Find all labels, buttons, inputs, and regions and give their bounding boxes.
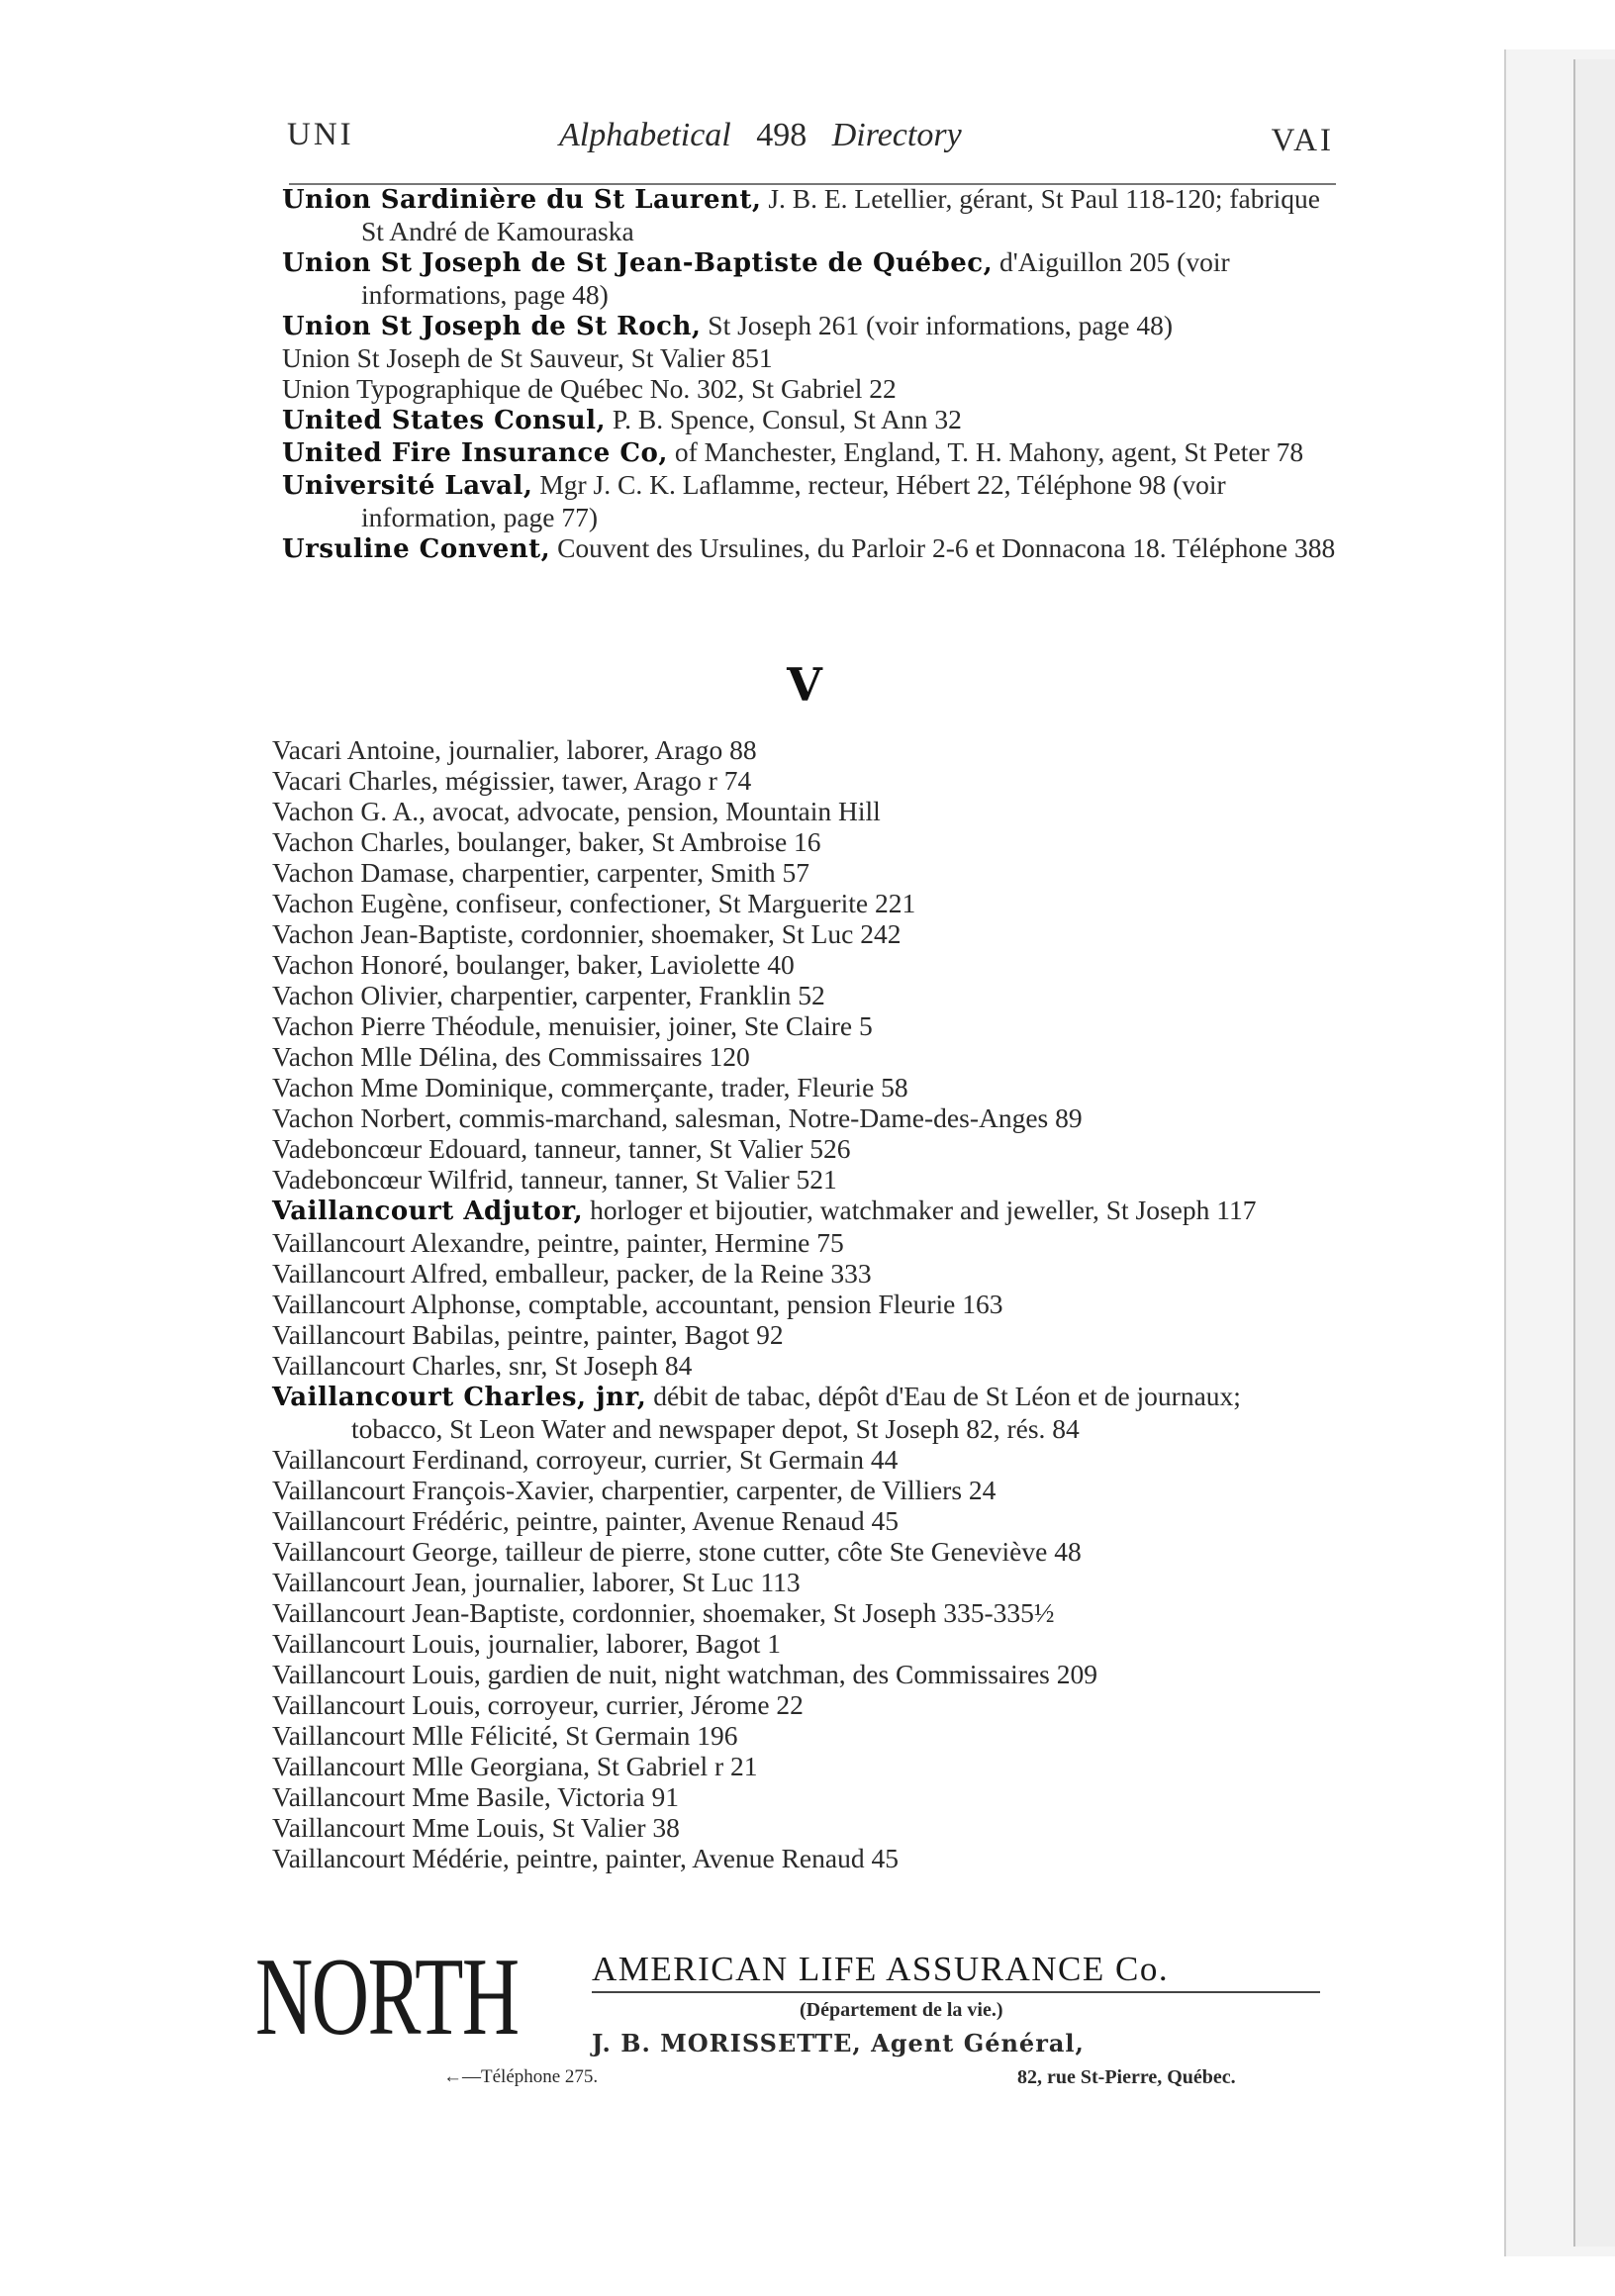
- directory-entry: [272, 1689, 1336, 1720]
- entry-name: Vaillancourt Charles, jnr,: [272, 1383, 647, 1412]
- entry-text: Vaillancourt François-Xavier, charpentier, carpenter, de Villiers 24: [272, 1475, 997, 1505]
- directory-entry: [282, 436, 1341, 469]
- directory-entry: [272, 1041, 1336, 1072]
- directory-entry: [272, 1597, 1336, 1628]
- entry-name: Université Laval,: [282, 471, 533, 501]
- directory-entry: [282, 532, 1341, 565]
- entry-name: Union Sardinière du St Laurent,: [282, 185, 762, 215]
- directory-entry: [272, 1628, 1336, 1659]
- entry-text: Vaillancourt Mlle Georgiana, St Gabriel r 21: [272, 1751, 758, 1781]
- directory-entry: [272, 1102, 1336, 1133]
- entry-text: Vachon Charles, boulanger, baker, St Ambroise 16: [272, 826, 821, 857]
- directory-entry: [272, 734, 1336, 765]
- entry-text: Union St Joseph de St Sauveur, St Valier 851: [282, 342, 773, 373]
- directory-entry: [282, 373, 1341, 404]
- entry-name: Union St Joseph de St Roch,: [282, 312, 702, 341]
- entry-text: Union Typographique de Québec No. 302, St Gabriel 22: [282, 373, 897, 404]
- directory-entry: [272, 888, 1336, 918]
- entry-text: Vadeboncœur Edouard, tanneur, tanner, St Valier 526: [272, 1133, 851, 1164]
- entry-text: Vaillancourt Louis, journalier, laborer, Bagot 1: [272, 1628, 782, 1659]
- ad-agent: J. B. MORISSETTE, Agent Général,: [592, 2029, 1085, 2057]
- entry-text: Couvent des Ursulines, du Parloir 2-6 et Donnacona 18. Téléphone 388: [550, 532, 1336, 563]
- ad-address: 82, rue St-Pierre, Québec.: [1017, 2066, 1236, 2088]
- entry-text: Vaillancourt Mlle Félicité, St Germain 196: [272, 1720, 738, 1751]
- directory-entry: [282, 404, 1341, 436]
- entry-text: Vacari Charles, mégissier, tawer, Arago r 74: [272, 765, 752, 796]
- entry-name: Vaillancourt Adjutor,: [272, 1196, 584, 1226]
- directory-entry: [272, 1010, 1336, 1041]
- entry-text: Vaillancourt Médérie, peintre, painter, Avenue Renaud 45: [272, 1843, 899, 1873]
- directory-entry: [272, 1843, 1336, 1873]
- directory-entry: [272, 1812, 1336, 1843]
- ad-north: NORTH: [255, 1936, 519, 2058]
- entry-text: Vachon Mlle Délina, des Commissaires 120: [272, 1041, 750, 1072]
- directory-entry: [272, 1720, 1336, 1751]
- entry-text: Vaillancourt Jean, journalier, laborer, St Luc 113: [272, 1567, 801, 1597]
- entry-text: Vaillancourt Louis, gardien de nuit, night watchman, des Commissaires 209: [272, 1659, 1098, 1689]
- entry-text: Vachon G. A., avocat, advocate, pension, Mountain Hill: [272, 796, 881, 826]
- directory-entry: [272, 1195, 1336, 1227]
- ad-company-name: AMERICAN LIFE ASSURANCE Co.: [592, 1950, 1170, 1988]
- header-title-b: Directory: [831, 117, 962, 153]
- entry-text: P. B. Spence, Consul, St Ann 32: [606, 404, 962, 434]
- entry-text: Vaillancourt George, tailleur de pierre, stone cutter, côte Ste Geneviève 48: [272, 1536, 1082, 1567]
- entry-text: Mgr J. C. K. Laflamme, recteur, Hébert 22, Téléphone 98 (voir information, page 77): [361, 469, 1226, 532]
- directory-entry: [272, 1781, 1336, 1812]
- entry-name: Union St Joseph de St Jean-Baptiste de Québec,: [282, 248, 994, 278]
- entry-text: Vacari Antoine, journalier, laborer, Arago 88: [272, 734, 757, 765]
- entry-text: Vadeboncœur Wilfrid, tanneur, tanner, St Valier 521: [272, 1164, 837, 1195]
- entry-text: Vaillancourt Ferdinand, corroyeur, currier, St Germain 44: [272, 1444, 899, 1475]
- directory-entries-u: [282, 183, 1341, 565]
- header-right-guide: VAI: [1271, 123, 1334, 158]
- entry-text: J. B. E. Letellier, gérant, St Paul 118-120; fabrique St André de Kamouraska: [361, 183, 1321, 246]
- directory-entry: [272, 949, 1336, 980]
- entry-text: horloger et bijoutier, watchmaker and jeweller, St Joseph 117: [583, 1195, 1257, 1225]
- entry-text: Vaillancourt Charles, snr, St Joseph 84: [272, 1350, 693, 1381]
- directory-entry: [272, 1072, 1336, 1102]
- directory-entry: [272, 1444, 1336, 1475]
- ad-department: (Département de la vie.): [800, 1999, 1003, 2021]
- directory-entry: [272, 765, 1336, 796]
- entry-text: Vaillancourt Babilas, peintre, painter, Bagot 92: [272, 1319, 784, 1350]
- directory-entry: [272, 980, 1336, 1010]
- entry-name: United States Consul,: [282, 406, 607, 435]
- directory-entry: [272, 1258, 1336, 1289]
- page-edge-inner: [1573, 59, 1615, 2247]
- directory-entry: [282, 246, 1341, 310]
- directory-entry: [272, 1350, 1336, 1381]
- header-left-guide: UNI: [287, 117, 354, 152]
- running-header: [287, 117, 1334, 176]
- entry-text: Vachon Norbert, commis-marchand, salesman, Notre-Dame-des-Anges 89: [272, 1102, 1083, 1133]
- directory-entry: [272, 1133, 1336, 1164]
- advertisement: [255, 1936, 1324, 2100]
- header-title-a: Alphabetical: [559, 117, 731, 153]
- entry-text: Vaillancourt Louis, corroyeur, currier, Jérome 22: [272, 1689, 804, 1720]
- entry-name: Ursuline Convent,: [282, 534, 551, 564]
- entry-text: Vaillancourt Mme Louis, St Valier 38: [272, 1812, 680, 1843]
- entry-text: d'Aiguillon 205 (voir informations, page 48): [361, 246, 1230, 310]
- section-letter: V: [787, 658, 822, 712]
- entry-text: St Joseph 261 (voir informations, page 48): [701, 310, 1174, 340]
- entry-text: Vaillancourt Alexandre, peintre, painter, Hermine 75: [272, 1227, 844, 1258]
- directory-entry: [272, 1505, 1336, 1536]
- page-number: 498: [756, 117, 808, 153]
- entry-text: Vaillancourt Jean-Baptiste, cordonnier, shoemaker, St Joseph 335-335½: [272, 1597, 1055, 1628]
- directory-entries-v: [272, 734, 1336, 1873]
- entry-text: Vachon Honoré, boulanger, baker, Laviolette 40: [272, 949, 795, 980]
- directory-entry: [272, 1751, 1336, 1781]
- entry-text: Vaillancourt Mme Basile, Victoria 91: [272, 1781, 680, 1812]
- directory-entry: [272, 1319, 1336, 1350]
- directory-entry: [272, 1227, 1336, 1258]
- directory-entry: [272, 796, 1336, 826]
- directory-entry: [272, 1659, 1336, 1689]
- entry-text: of Manchester, England, T. H. Mahony, agent, St Peter 78: [667, 436, 1304, 467]
- directory-entry: [282, 342, 1341, 373]
- entry-text: Vaillancourt Alphonse, comptable, accountant, pension Fleurie 163: [272, 1289, 1003, 1319]
- entry-text: Vachon Pierre Théodule, menuisier, joiner, Ste Claire 5: [272, 1010, 873, 1041]
- directory-entry: [272, 1475, 1336, 1505]
- entry-text: Vaillancourt Frédéric, peintre, painter, Avenue Renaud 45: [272, 1505, 899, 1536]
- directory-entry: [282, 469, 1341, 532]
- entry-text: débit de tabac, dépôt d'Eau de St Léon et de journaux; tobacco, St Leon Water and newspaper depot, St Joseph 82, rés. 84: [351, 1381, 1241, 1444]
- directory-entry: [272, 1164, 1336, 1195]
- directory-entry: [282, 310, 1341, 342]
- ad-phone: ←—Téléphone 275.: [443, 2066, 599, 2087]
- entry-text: Vachon Jean-Baptiste, cordonnier, shoemaker, St Luc 242: [272, 918, 902, 949]
- directory-entry: [272, 1381, 1336, 1444]
- header-center: [559, 117, 962, 154]
- entry-name: United Fire Insurance Co,: [282, 438, 668, 468]
- entry-text: Vachon Mme Dominique, commerçante, trader, Fleurie 58: [272, 1072, 908, 1102]
- directory-entry: [272, 918, 1336, 949]
- directory-entry: [272, 1567, 1336, 1597]
- directory-entry: [272, 826, 1336, 857]
- ad-rule: [592, 1991, 1320, 1993]
- directory-entry: [282, 183, 1341, 246]
- entry-text: Vaillancourt Alfred, emballeur, packer, de la Reine 333: [272, 1258, 872, 1289]
- entry-text: Vachon Damase, charpentier, carpenter, Smith 57: [272, 857, 810, 888]
- directory-entry: [272, 857, 1336, 888]
- directory-entry: [272, 1536, 1336, 1567]
- entry-text: Vachon Olivier, charpentier, carpenter, Franklin 52: [272, 980, 825, 1010]
- entry-text: Vachon Eugène, confiseur, confectioner, St Marguerite 221: [272, 888, 916, 918]
- directory-entry: [272, 1289, 1336, 1319]
